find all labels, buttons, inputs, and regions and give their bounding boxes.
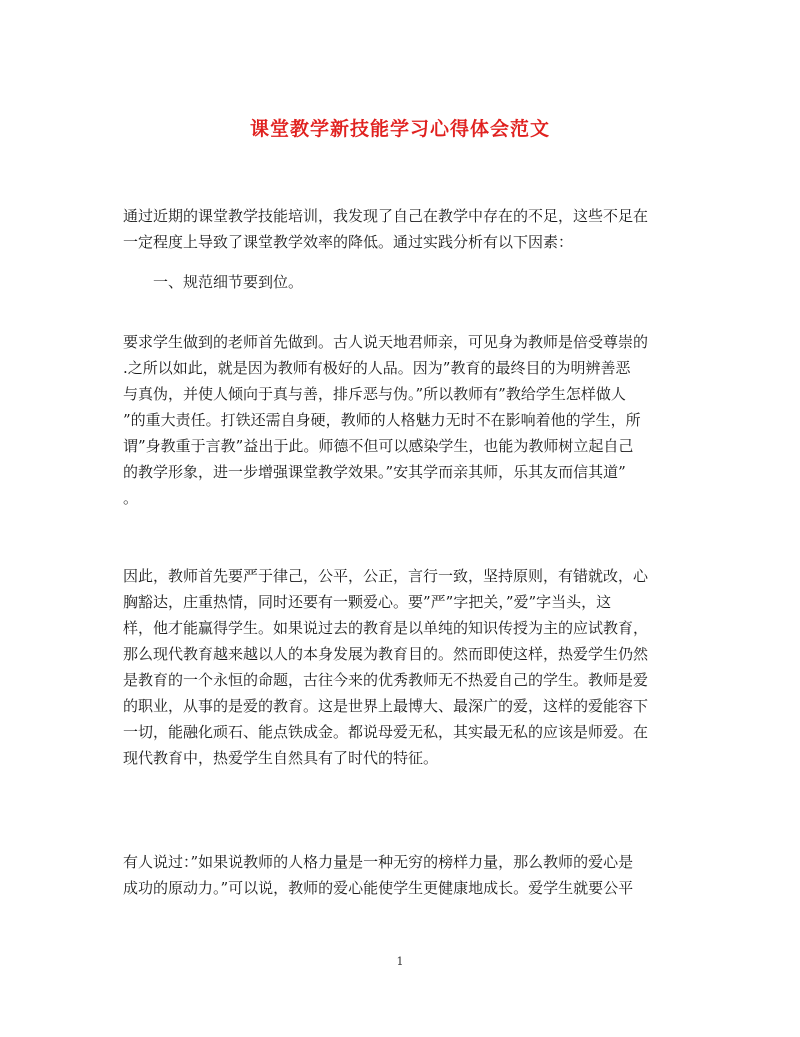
text-line: ”的重大责任。打铁还需自身硬，教师的人格魅力无时不在影响着他的学生，所 [123,411,641,429]
paragraph-love [123,849,681,901]
text-line: 是教育的一个永恒的命题，古往今来的优秀教师无不热爱自己的学生。教师是爱 [123,671,649,689]
text-line: 要求学生做到的老师首先做到。古人说天地君师亲，可见身为教师是倍受尊崇的 [123,333,649,351]
text-line: 的教学形象，进一步增强课堂教学效果。”安其学而亲其师，乐其友而信其道” [123,463,626,481]
text-line: 的职业，从事的是爱的教育。这是世界上最博大、最深广的爱，这样的爱能容下 [123,697,649,715]
text-line: 那么现代教育越来越以人的本身发展为教育目的。然而即使这样，热爱学生仍然 [123,645,649,663]
text-line: 现代教育中，热爱学生自然具有了时代的特征。 [123,749,439,767]
paragraph-intro [123,203,681,255]
page-number: 1 [396,955,404,968]
text-line: 与真伪，并使人倾向于真与善，排斥恶与伪。”所以教师有”教给学生怎样做人 [123,385,626,403]
text-line: 通过近期的课堂教学技能培训，我发现了自己在教学中存在的不足，这些不足在 [123,207,649,225]
text-line: 一、规范细节要到位。 [123,273,304,291]
text-line: 胸豁达，庄重热情，同时还要有一颗爱心。要”严”字把关，”爱”字当头，这 [123,593,612,611]
text-line: 因此，教师首先要严于律己，公平，公正，言行一致，坚持原则，有错就改，心 [123,567,649,585]
text-line: 有人说过：”如果说教师的人格力量是一种无穷的榜样力量，那么教师的爱心是 [123,853,634,871]
text-line: 样，他才能赢得学生。如果说过去的教育是以单纯的知识传授为主的应试教育， [123,619,649,637]
text-line: 。 [123,489,139,507]
paragraph-self-discipline [123,563,681,771]
text-line: 谓”身教重于言教”益出于此。师德不但可以感染学生，也能为教师树立起自己 [123,437,634,455]
document-title: 课堂教学新技能学习心得体会范文 [249,118,550,140]
text-line: 一定程度上导致了课堂教学效率的降低。通过实践分析有以下因素： [123,233,574,251]
section-heading [123,269,681,295]
text-line: .之所以如此，就是因为教师有极好的人品。因为”教育的最终目的为明辨善恶 [123,359,631,377]
text-line: 成功的原动力。”可以说，教师的爱心能使学生更健康地成长。爱学生就要公平 [123,879,634,897]
paragraph-teacher-example [123,329,681,511]
text-line: 一切，能融化顽石、能点铁成金。都说母爱无私，其实最无私的应该是师爱。在 [123,723,649,741]
